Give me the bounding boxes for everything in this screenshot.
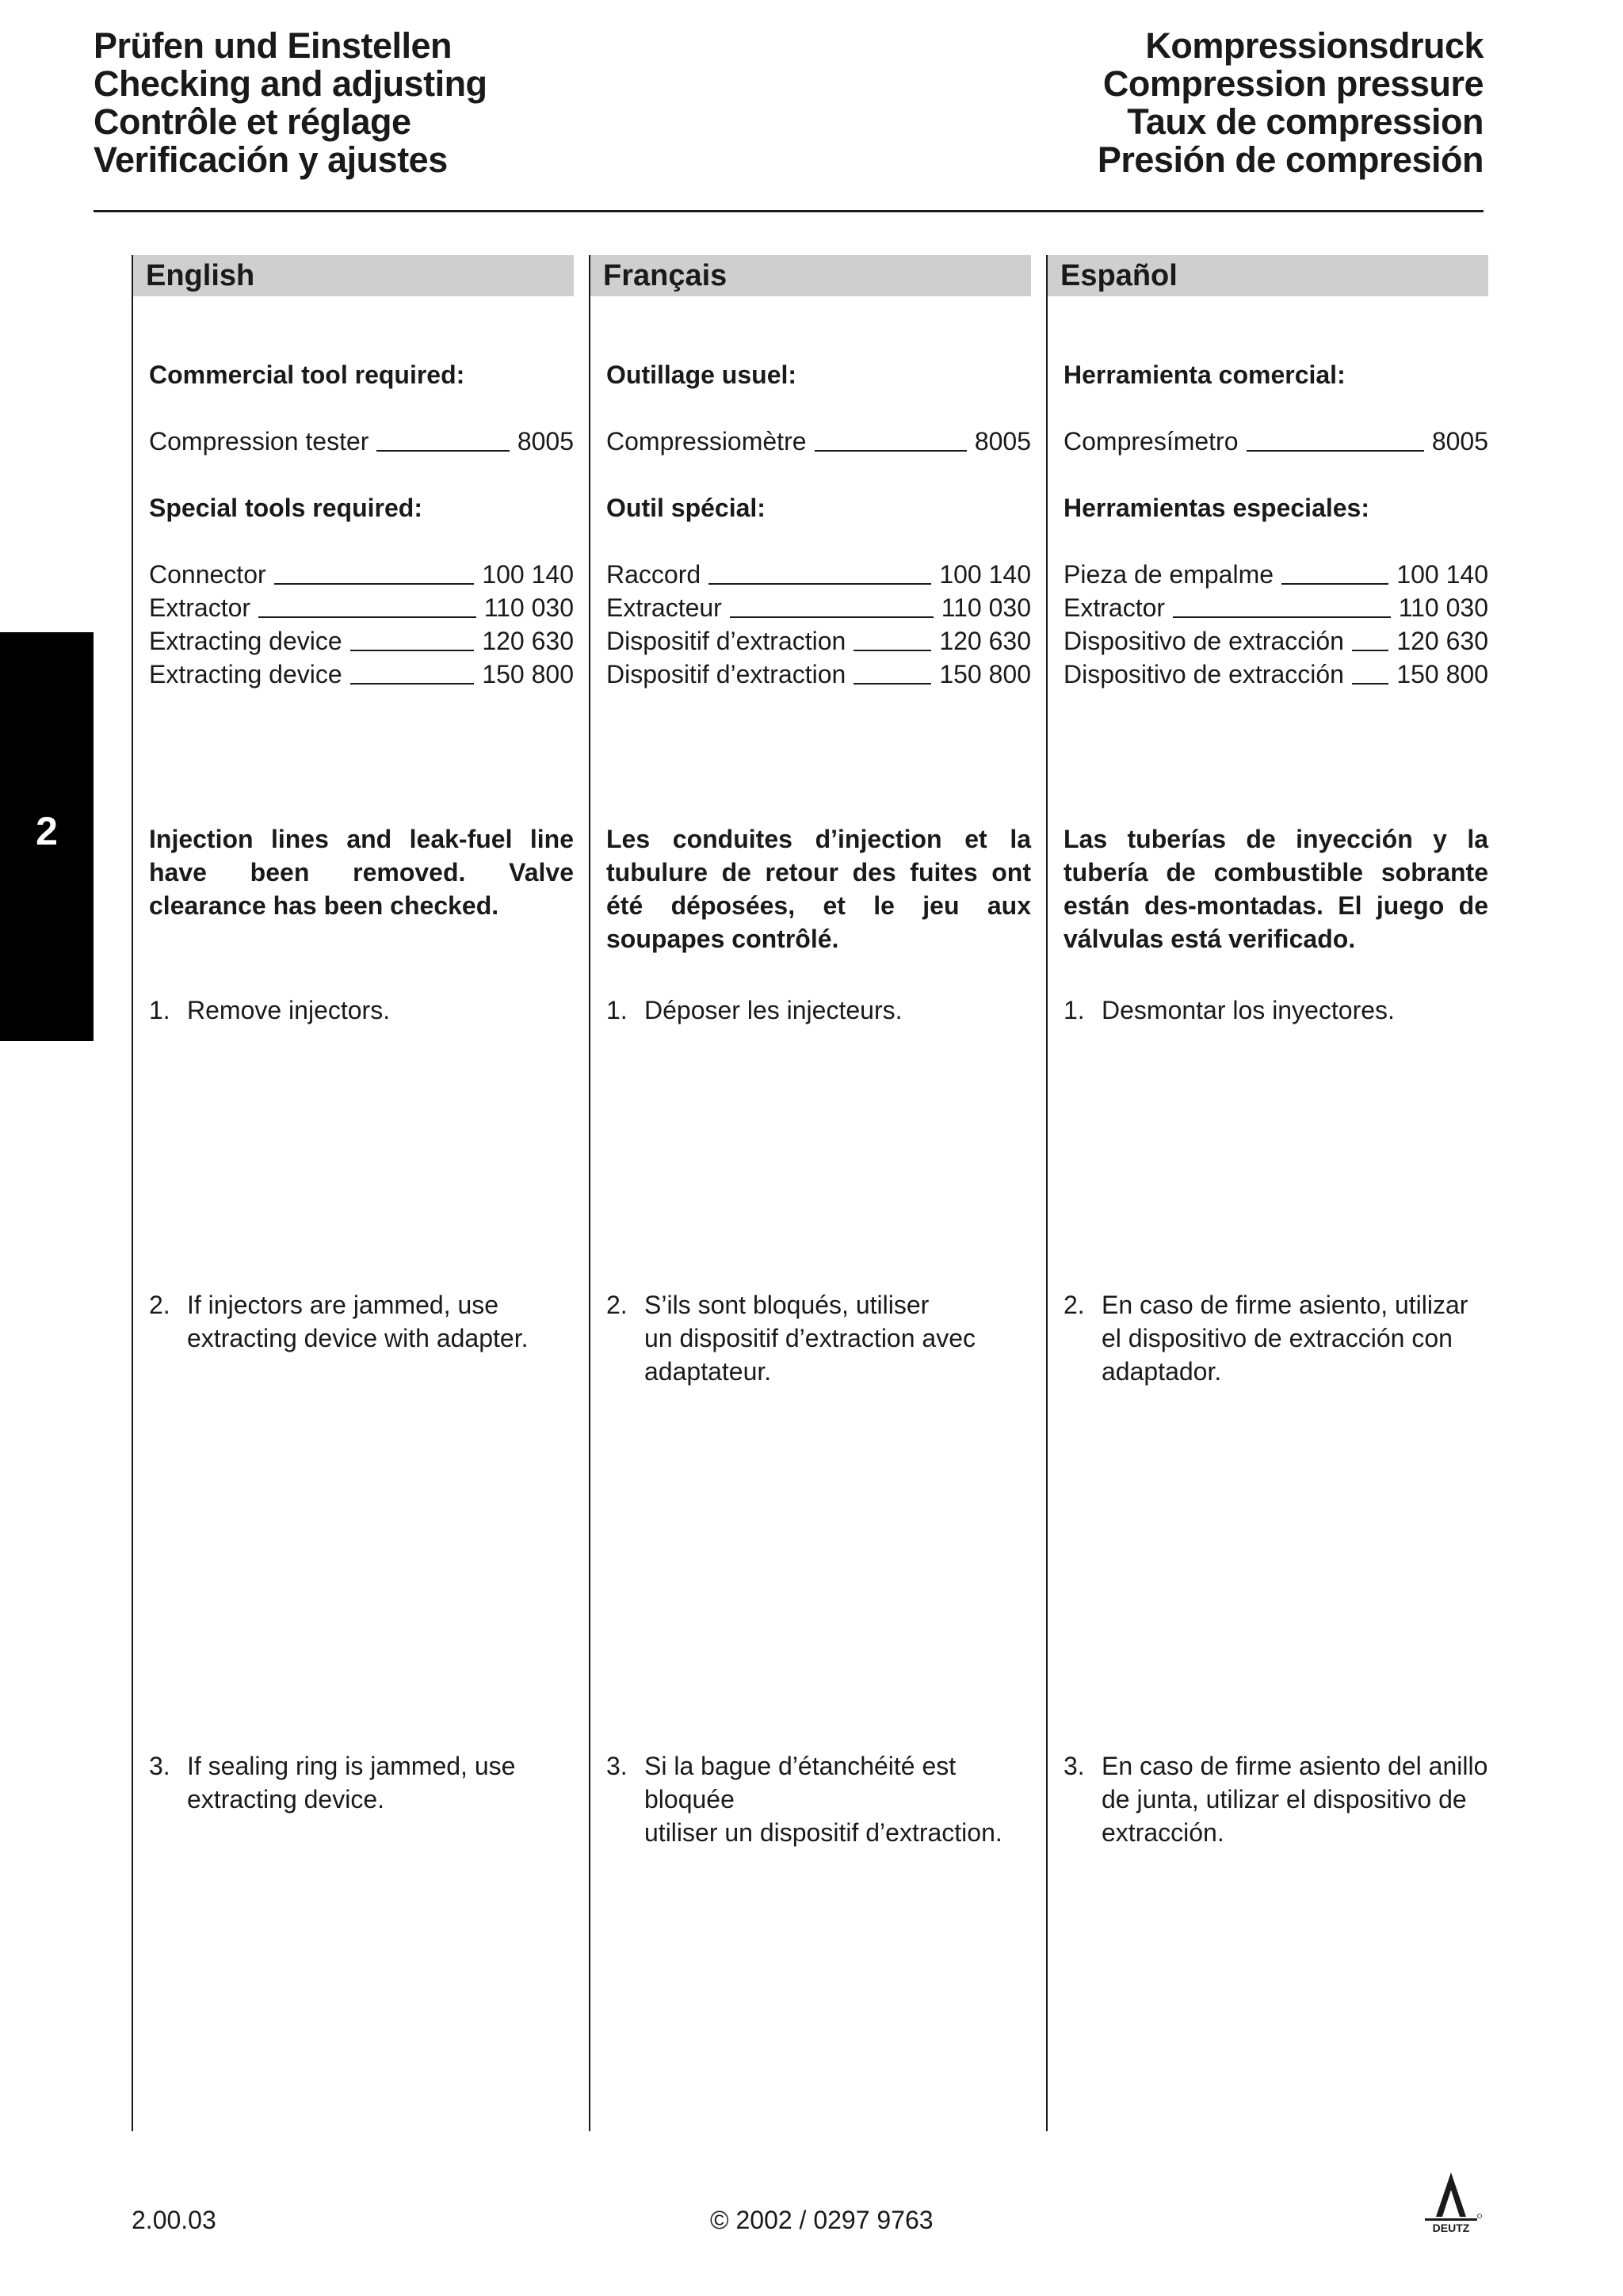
special-tool-row [606,591,1031,624]
tool-label: Compresímetro [1064,427,1239,456]
step-item [1064,1288,1488,1388]
subject-spanish: Presión de compresión [1097,139,1484,180]
header-rule [94,210,1484,212]
deutz-logo-text: DEUTZ [1432,2222,1470,2234]
tool-label: Extractor [1064,593,1166,622]
tool-label: Extracting device [149,660,342,688]
deutz-logo [1419,2171,1484,2234]
step-text-line: S’ils sont bloqués, utiliser [644,1291,930,1319]
leader-line [1352,683,1388,685]
step-text-line: If sealing ring is jammed, use [187,1752,516,1780]
tool-number: 110 030 [483,593,574,622]
step-item [149,994,574,1027]
leader-line [854,650,931,651]
commercial-tool-title: Outillage usuel: [606,360,797,389]
step-item [1064,994,1488,1027]
title-spanish: Verificación y ajustes [94,139,448,180]
leader-line [1281,583,1388,585]
tool-number: 120 630 [1396,627,1488,655]
subject-english: Compression pressure [1102,63,1484,104]
commercial-tool-row [1064,425,1488,458]
leader-line [258,616,476,618]
tool-label: Extracting device [149,627,342,655]
special-tool-row [1064,558,1488,591]
step-text-line: extracting device with adapter. [187,1324,529,1352]
special-tool-row [149,624,574,658]
step-text-line: adaptateur. [644,1357,772,1386]
tool-label: Dispositivo de extracción [1064,627,1344,655]
commercial-tool-row [606,425,1031,458]
step-number: 2. [1064,1291,1085,1319]
tool-number: 8005 [974,427,1031,456]
footer-copyright: © 2002 / 0297 9763 [710,2206,934,2234]
special-tools-title: Outil spécial: [606,494,766,522]
section-tab-number: 2 [36,809,58,853]
step-text-line: Déposer les injecteurs. [644,996,903,1024]
step-item [606,994,1031,1027]
special-tool-row [606,658,1031,691]
section-tab [0,632,94,1041]
special-tool-row [1064,591,1488,624]
prerequisite-note: Las tuberías de inyección y la tubería de combustible sobrante están des-montadas. El juego de válvulas está verificado. [1064,825,1488,953]
special-tool-row [1064,624,1488,658]
prerequisite-note: Injection lines and leak-fuel line have been removed. Valve clearance has been checked. [149,825,574,920]
commercial-tool-title: Herramienta comercial: [1064,360,1346,389]
language-column-1 [590,255,1031,1847]
tool-label: Extracteur [606,593,722,622]
tool-number: 150 800 [482,660,574,688]
step-text-line: el dispositivo de extracción con [1102,1324,1453,1352]
column-heading: Français [590,255,1031,296]
header-right-titles [1098,27,1484,179]
step-item [149,1749,574,1816]
step-text-line: un dispositif d’extraction avec [644,1324,976,1352]
tool-number: 110 030 [1398,593,1488,622]
leader-line [730,616,934,618]
step-number: 1. [606,996,628,1024]
step-text-line: extracting device. [187,1785,385,1814]
step-item [1064,1749,1488,1849]
step-number: 3. [606,1752,628,1780]
leader-line [854,683,931,685]
leader-line [1352,650,1388,651]
tool-label: Dispositif d’extraction [606,660,846,688]
title-french: Contrôle et réglage [94,101,411,142]
step-item [606,1288,1031,1388]
tool-number: 110 030 [941,593,1031,622]
step-number: 1. [149,996,170,1024]
column-separator-3 [1046,255,1048,2131]
column-heading: Español [1048,255,1488,296]
tool-number: 120 630 [482,627,574,655]
step-text-line: utiliser un dispositif d’extraction. [644,1818,1002,1847]
column-heading: English [133,255,574,296]
tool-label: Compressiomètre [606,427,807,456]
footer-page-number: 2.00.03 [132,2206,216,2234]
tool-label: Compression tester [149,427,369,456]
step-text-line: If injectors are jammed, use [187,1291,499,1319]
tool-number: 150 800 [1396,660,1488,688]
leader-line [274,583,475,585]
tool-number: 100 140 [482,560,574,589]
step-text-line: de junta, utilizar el dispositivo de [1102,1785,1467,1814]
tool-label: Extractor [149,593,251,622]
prerequisite-note: Les conduites d’injection et la tubulure de retour des fuites ont été déposées, et le jeu aux soupapes contrôlé. [606,825,1031,953]
subject-german: Kompressionsdruck [1145,25,1484,66]
special-tool-row [1064,658,1488,691]
language-column-2 [1048,255,1488,1847]
leader-line [1247,450,1424,452]
step-number: 3. [1064,1752,1085,1780]
special-tools-title: Herramientas especiales: [1064,494,1369,522]
special-tools-title: Special tools required: [149,494,422,522]
step-text-line: adaptador. [1102,1357,1222,1386]
tool-number: 100 140 [939,560,1031,589]
special-tool-row [149,591,574,624]
step-item [606,1749,1031,1849]
title-english: Checking and adjusting [94,63,487,104]
tool-number: 8005 [517,427,574,456]
special-tool-row [149,658,574,691]
column-separator-2 [589,255,590,2131]
tool-number: 150 800 [939,660,1031,688]
step-item [149,1288,574,1355]
step-number: 2. [149,1291,170,1319]
tool-label: Raccord [606,560,701,589]
step-text-line: Remove injectors. [187,996,391,1024]
leader-line [350,650,475,651]
column-separator-1 [132,255,133,2131]
step-text-line: extracción. [1102,1818,1224,1847]
tool-number: 8005 [1431,427,1488,456]
step-number: 1. [1064,996,1085,1024]
title-german: Prüfen und Einstellen [94,25,453,66]
step-text-line: Desmontar los inyectores. [1102,996,1395,1024]
special-tool-row [606,624,1031,658]
leader-line [350,683,475,685]
tool-label: Connector [149,560,266,589]
leader-line [708,583,931,585]
tool-label: Dispositif d’extraction [606,627,846,655]
tool-label: Dispositivo de extracción [1064,660,1344,688]
subject-french: Taux de compression [1127,101,1484,142]
language-column-0 [133,255,574,1814]
step-text-line: Si la bague d’étanchéité est bloquée [644,1752,957,1814]
special-tool-row [149,558,574,591]
commercial-tool-title: Commercial tool required: [149,360,465,389]
leader-line [815,450,967,452]
tool-number: 100 140 [1396,560,1488,589]
leader-line [1173,616,1391,618]
step-text-line: En caso de firme asiento, utilizar [1102,1291,1468,1319]
step-text-line: En caso de firme asiento del anillo [1102,1752,1488,1780]
commercial-tool-row [149,425,574,458]
step-number: 2. [606,1291,628,1319]
special-tool-row [606,558,1031,591]
tool-number: 120 630 [939,627,1031,655]
tool-label: Pieza de empalme [1064,560,1274,589]
header-left-titles [94,27,487,179]
step-number: 3. [149,1752,170,1780]
leader-line [376,450,509,452]
